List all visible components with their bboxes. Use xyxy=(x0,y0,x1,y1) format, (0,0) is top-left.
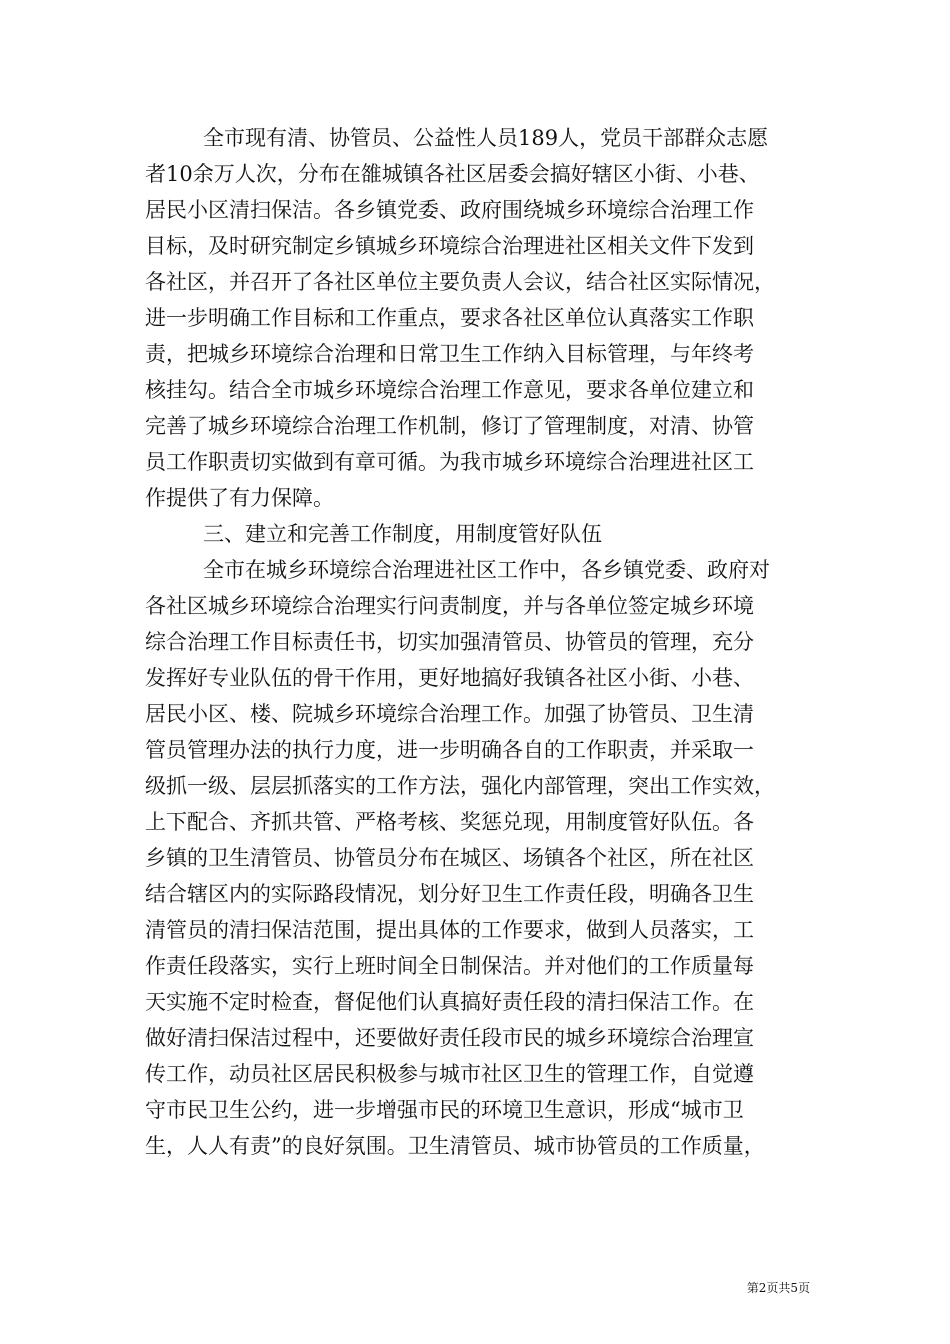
paragraph-line: 各社区城乡环境综合治理实行问责制度，并与各单位签定城乡环境 xyxy=(145,594,754,618)
paragraph-line: 目标，及时研究制定乡镇城乡环境综合治理进社区相关文件下发到 xyxy=(145,234,754,258)
paragraph-line: 各社区，并召开了各社区单位主要负责人会议，结合社区实际情况， xyxy=(145,270,775,294)
paragraph-line: 发挥好专业队伍的骨干作用，更好地搞好我镇各社区小街、小巷、 xyxy=(145,666,754,690)
paragraph-line: 居民小区、楼、院城乡环境综合治理工作。加强了协管员、卫生清 xyxy=(145,702,754,726)
paragraph-line: 生，人人有责”的良好氛围。卫生清管员、城市协管员的工作质量， xyxy=(145,1134,765,1158)
paragraph-line: 天实施不定时检查，督促他们认真搞好责任段的清扫保洁工作。在 xyxy=(145,990,754,1014)
page-number: 第2页共5页 xyxy=(746,1281,810,1295)
paragraph-line: 居民小区清扫保洁。各乡镇党委、政府围绕城乡环境综合治理工作 xyxy=(145,198,754,222)
paragraph-line: 责，把城乡环境综合治理和日常卫生工作纳入目标管理，与年终考 xyxy=(145,342,754,366)
paragraph-line: 上下配合、齐抓共管、严格考核、奖惩兑现，用制度管好队伍。各 xyxy=(145,810,754,834)
paragraph-line: 作提供了有力保障。 xyxy=(145,486,334,510)
paragraph-line: 清管员的清扫保洁范围，提出具体的工作要求，做到人员落实，工 xyxy=(145,918,754,942)
paragraph-line: 全市现有清、协管员、公益性人员189人，党员干部群众志愿 xyxy=(203,126,769,150)
section-heading: 三、建立和完善工作制度，用制度管好队伍 xyxy=(203,522,602,546)
paragraph-line: 管员管理办法的执行力度，进一步明确各自的工作职责，并采取一 xyxy=(145,738,754,762)
paragraph-line: 进一步明确工作目标和工作重点，要求各社区单位认真落实工作职 xyxy=(145,306,754,330)
paragraph-line: 乡镇的卫生清管员、协管员分布在城区、场镇各个社区，所在社区 xyxy=(145,846,754,870)
paragraph-line: 结合辖区内的实际路段情况，划分好卫生工作责任段，明确各卫生 xyxy=(145,882,754,906)
paragraph-line: 守市民卫生公约，进一步增强市民的环境卫生意识，形成“城市卫 xyxy=(145,1098,744,1122)
paragraph-line: 全市在城乡环境综合治理进社区工作中，各乡镇党委、政府对 xyxy=(203,558,770,582)
paragraph-line: 完善了城乡环境综合治理工作机制，修订了管理制度，对清、协管 xyxy=(145,414,754,438)
paragraph-line: 做好清扫保洁过程中，还要做好责任段市民的城乡环境综合治理宣 xyxy=(145,1026,754,1050)
paragraph-line: 传工作，动员社区居民积极参与城市社区卫生的管理工作，自觉遵 xyxy=(145,1062,754,1086)
paragraph-line: 者10余万人次，分布在雒城镇各社区居委会搞好辖区小街、小巷、 xyxy=(145,162,760,186)
paragraph-line: 员工作职责切实做到有章可循。为我市城乡环境综合治理进社区工 xyxy=(145,450,754,474)
paragraph-line: 级抓一级、层层抓落实的工作方法，强化内部管理，突出工作实效， xyxy=(145,774,775,798)
paragraph-line: 综合治理工作目标责任书，切实加强清管员、协管员的管理，充分 xyxy=(145,630,754,654)
paragraph-line: 核挂勾。结合全市城乡环境综合治理工作意见，要求各单位建立和 xyxy=(145,378,754,402)
paragraph-line: 作责任段落实，实行上班时间全日制保洁。并对他们的工作质量每 xyxy=(145,954,754,978)
